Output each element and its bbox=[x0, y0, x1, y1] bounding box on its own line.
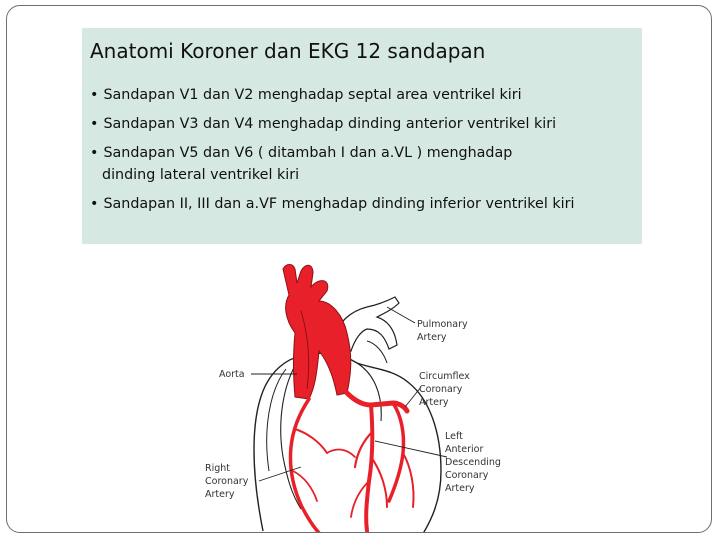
leader-rca bbox=[259, 467, 301, 481]
bullet-text: Sandapan II, III dan a.VF menghadap dinding inferior ventrikel kiri bbox=[103, 196, 575, 212]
lad-artery bbox=[366, 405, 372, 531]
label-lad: Left Anterior Descending Coronary Artery bbox=[445, 431, 501, 494]
rca-branch-1 bbox=[295, 429, 327, 453]
bullet-mark: • bbox=[90, 145, 99, 161]
right-coronary-artery bbox=[290, 399, 321, 533]
bullet-mark: • bbox=[90, 116, 99, 132]
label-pulmonary-artery: Pulmonary Artery bbox=[417, 319, 468, 343]
leader-lad bbox=[375, 441, 447, 457]
pulmonary-branch bbox=[367, 341, 387, 363]
left-ventricle-outline bbox=[357, 363, 381, 421]
bullet-text: Sandapan V1 dan V2 menghadap septal area ventrikel kiri bbox=[103, 87, 522, 103]
aorta bbox=[283, 265, 351, 400]
bullet-mark: • bbox=[90, 87, 99, 103]
circumflex-artery bbox=[389, 403, 404, 501]
heart-diagram bbox=[7, 6, 712, 533]
bullet-mark: • bbox=[90, 196, 99, 212]
leader-pulmonary bbox=[387, 307, 415, 323]
lad-branch-2 bbox=[371, 457, 387, 507]
rca-branch-3 bbox=[327, 450, 355, 457]
slide-frame bbox=[6, 5, 712, 533]
label-aorta: Aorta bbox=[219, 369, 245, 380]
label-rca: Right Coronary Artery bbox=[205, 463, 249, 500]
bullet-text: Sandapan V3 dan V4 menghadap dinding anterior ventrikel kiri bbox=[103, 116, 557, 132]
bullet-text: Sandapan V5 dan V6 ( ditambah I dan a.VL ) menghadap bbox=[103, 145, 513, 161]
circumflex-branch bbox=[403, 453, 414, 507]
slide-title: Anatomi Koroner dan EKG 12 sandapan bbox=[90, 39, 486, 63]
label-circumflex: Circumflex Coronary Artery bbox=[419, 371, 470, 408]
bullet-continuation: dinding lateral ventrikel kiri bbox=[102, 167, 300, 183]
